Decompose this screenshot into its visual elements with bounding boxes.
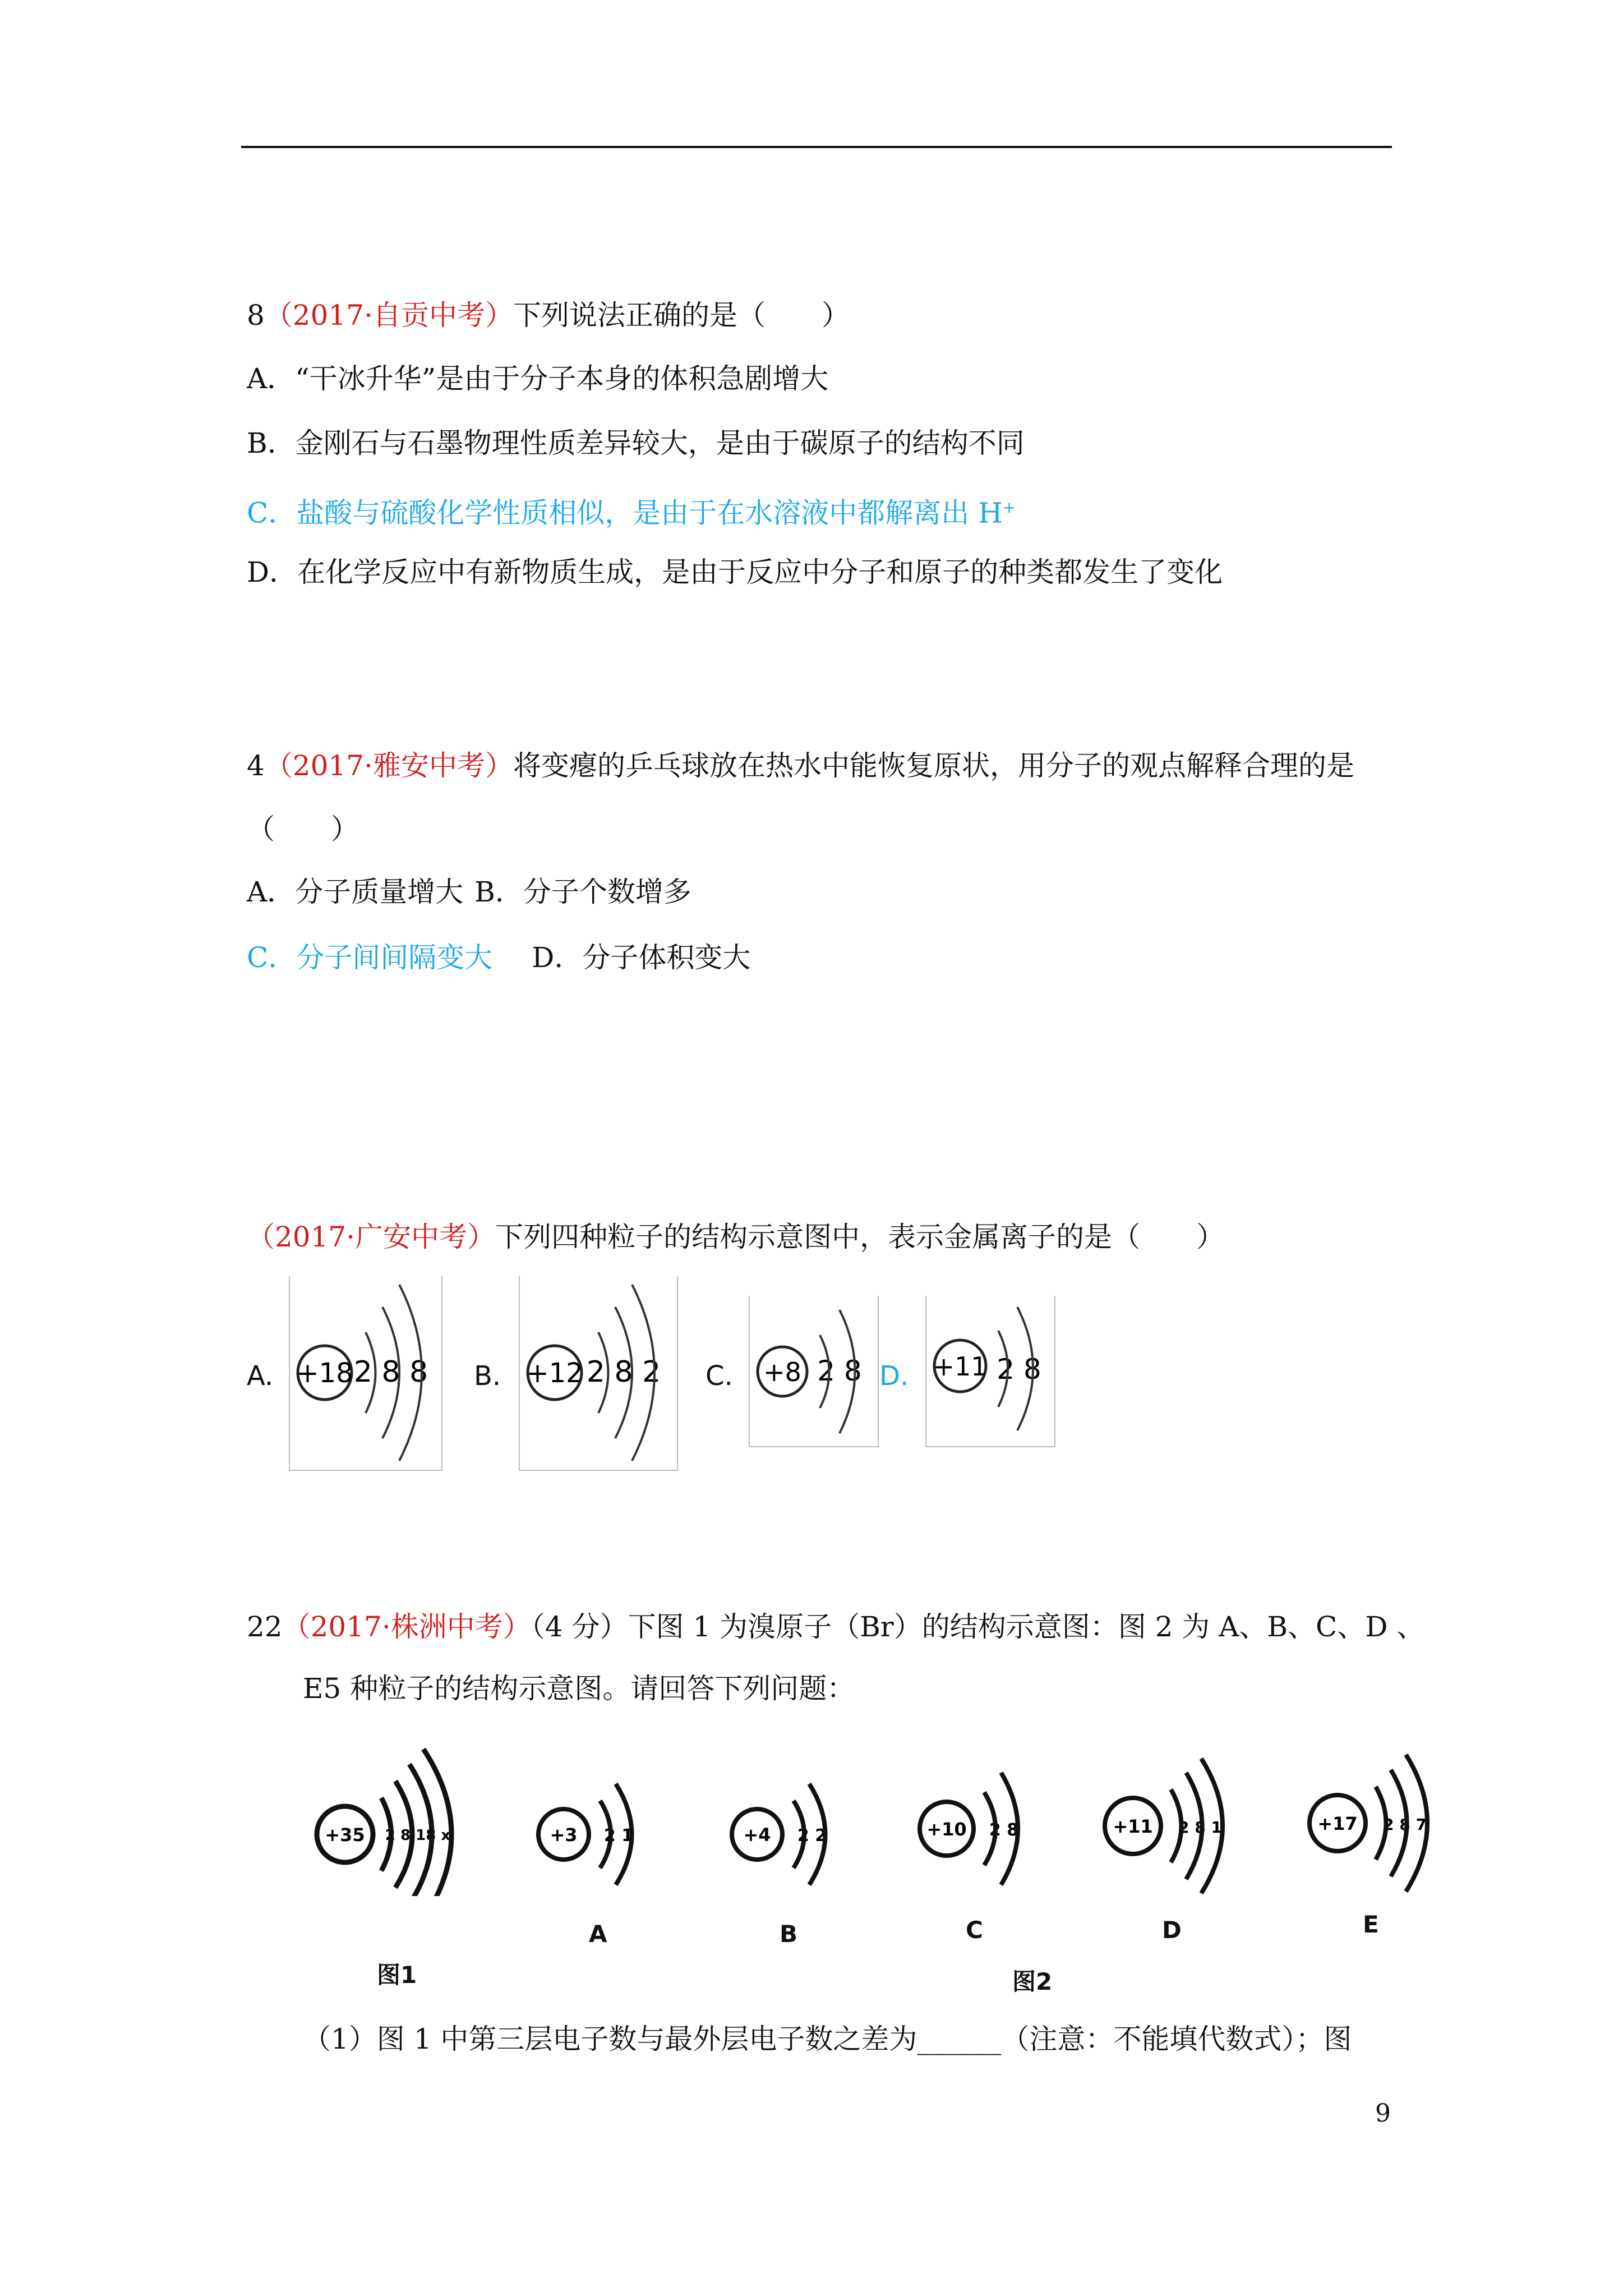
nucleus-charge: +35 bbox=[325, 1824, 365, 1846]
atom-d-diagram bbox=[1094, 1756, 1256, 1896]
electron-shells: 2 8 18 x bbox=[385, 1827, 451, 1844]
q4-option-a: A．分子质量增大 bbox=[247, 876, 464, 908]
question-source: （2017·雅安中考） bbox=[264, 749, 513, 782]
question-text: 将变瘪的乒乓球放在热水中能恢复原状，用分子的观点解释合理的是 bbox=[513, 749, 1354, 782]
q4-option-d: D．分子体积变大 bbox=[532, 941, 751, 974]
atom-e-label: E bbox=[1363, 1911, 1379, 1938]
q8-option-b: B．金刚石与石墨物理性质差异较大，是由于碳原子的结构不同 bbox=[247, 427, 1025, 459]
figure-2-caption: 图2 bbox=[1012, 1968, 1053, 1995]
question-source: （2017·广安中考） bbox=[247, 1221, 496, 1253]
atom-a-diagram bbox=[527, 1778, 662, 1890]
electron-shells: 2 8 2 bbox=[586, 1355, 661, 1389]
question-22-subquestion-1: （1）图 1 中第三层电子数与最外层电子数之差为______（注意：不能填代数式）；图 bbox=[303, 2023, 1352, 2055]
shell-arc bbox=[423, 1749, 451, 1896]
electron-shells: 2 2 bbox=[797, 1826, 827, 1846]
qga-option-c-diagram bbox=[749, 1296, 879, 1447]
nucleus-charge: +17 bbox=[1317, 1813, 1358, 1834]
electron-shells: 2 8 1 bbox=[1178, 1818, 1222, 1837]
question-4-stem bbox=[247, 746, 1354, 785]
question-8-stem bbox=[247, 296, 850, 335]
electron-shells: 2 1 bbox=[603, 1826, 634, 1846]
nucleus-charge: +11 bbox=[933, 1351, 988, 1382]
question-source: （2017·株洲中考） bbox=[282, 1611, 531, 1643]
q4-options-cd bbox=[247, 938, 750, 977]
nucleus-charge: +10 bbox=[926, 1819, 967, 1840]
shell-arc bbox=[1376, 1787, 1386, 1860]
q8-option-c: C．盐酸与硫酸化学性质相似，是由于在水溶液中都解离出 H+ bbox=[247, 496, 1016, 530]
atom-b-diagram bbox=[721, 1778, 855, 1890]
atom-b-label: B bbox=[780, 1920, 798, 1948]
qga-option-d-label: D. bbox=[879, 1360, 909, 1392]
qga-option-a-diagram bbox=[289, 1276, 442, 1471]
question-guangan-stem bbox=[247, 1217, 1224, 1257]
question-22-stem-cont: E5 种粒子的结构示意图。请回答下列问题： bbox=[303, 1672, 855, 1705]
q8-option-a: A．“干冰升华”是由于分子本身的体积急剧增大 bbox=[247, 362, 829, 395]
atom-c-diagram bbox=[909, 1767, 1049, 1890]
header-rule bbox=[241, 146, 1392, 148]
q4-option-c: C．分子间间隔变大 bbox=[247, 941, 493, 974]
qga-option-d-diagram bbox=[925, 1296, 1055, 1447]
electron-shells: 2 8 bbox=[997, 1353, 1041, 1386]
atom-e-diagram bbox=[1298, 1750, 1461, 1896]
question-text: （4 分）下图 1 为溴原子（Br）的结构示意图：图 2 为 A、B、C、D 、 bbox=[531, 1611, 1425, 1643]
atom-a-label: A bbox=[589, 1920, 607, 1948]
q8-option-d: D．在化学反应中有新物质生成，是由于反应中分子和原子的种类都发生了变化 bbox=[247, 556, 1223, 588]
electron-shells: 2 8 bbox=[817, 1355, 862, 1387]
question-source: （2017·自贡中考） bbox=[264, 299, 513, 332]
nucleus-charge: +4 bbox=[743, 1824, 771, 1846]
question-number: 4 bbox=[247, 749, 265, 782]
shell-arc bbox=[1171, 1789, 1182, 1862]
electron-shells: 2 8 8 bbox=[353, 1355, 428, 1389]
qga-option-c-label: C. bbox=[706, 1360, 733, 1392]
nucleus-charge: +11 bbox=[1113, 1816, 1153, 1837]
atom-d-label: D bbox=[1162, 1916, 1182, 1944]
q4-options-ab bbox=[247, 872, 691, 912]
qga-option-b-label: B. bbox=[474, 1360, 501, 1392]
qga-option-a-label: A. bbox=[247, 1360, 274, 1392]
nucleus-charge: +8 bbox=[763, 1357, 801, 1387]
question-22-stem bbox=[247, 1607, 1424, 1646]
question-4-stem-cont: （ ） bbox=[247, 813, 359, 845]
question-text: 下列四种粒子的结构示意图中，表示金属离子的是（ ） bbox=[495, 1221, 1225, 1253]
q4-option-b: B．分子个数增多 bbox=[474, 876, 691, 908]
nucleus-charge: +3 bbox=[550, 1824, 578, 1846]
nucleus-charge: +12 bbox=[526, 1358, 583, 1389]
electron-shells: 2 8 bbox=[989, 1820, 1019, 1840]
question-number: 22 bbox=[247, 1611, 283, 1643]
page-number: 9 bbox=[1375, 2099, 1391, 2128]
electron-shells: 2 8 7 bbox=[1383, 1815, 1427, 1834]
qga-option-b-diagram bbox=[519, 1276, 678, 1471]
question-number: 8 bbox=[247, 299, 265, 332]
figure-1-caption: 图1 bbox=[377, 1961, 417, 1989]
question-text: 下列说法正确的是（ ） bbox=[513, 299, 850, 332]
nucleus-charge: +18 bbox=[296, 1358, 353, 1389]
bromine-atom-diagram bbox=[308, 1745, 488, 1896]
atom-c-label: C bbox=[966, 1916, 983, 1944]
